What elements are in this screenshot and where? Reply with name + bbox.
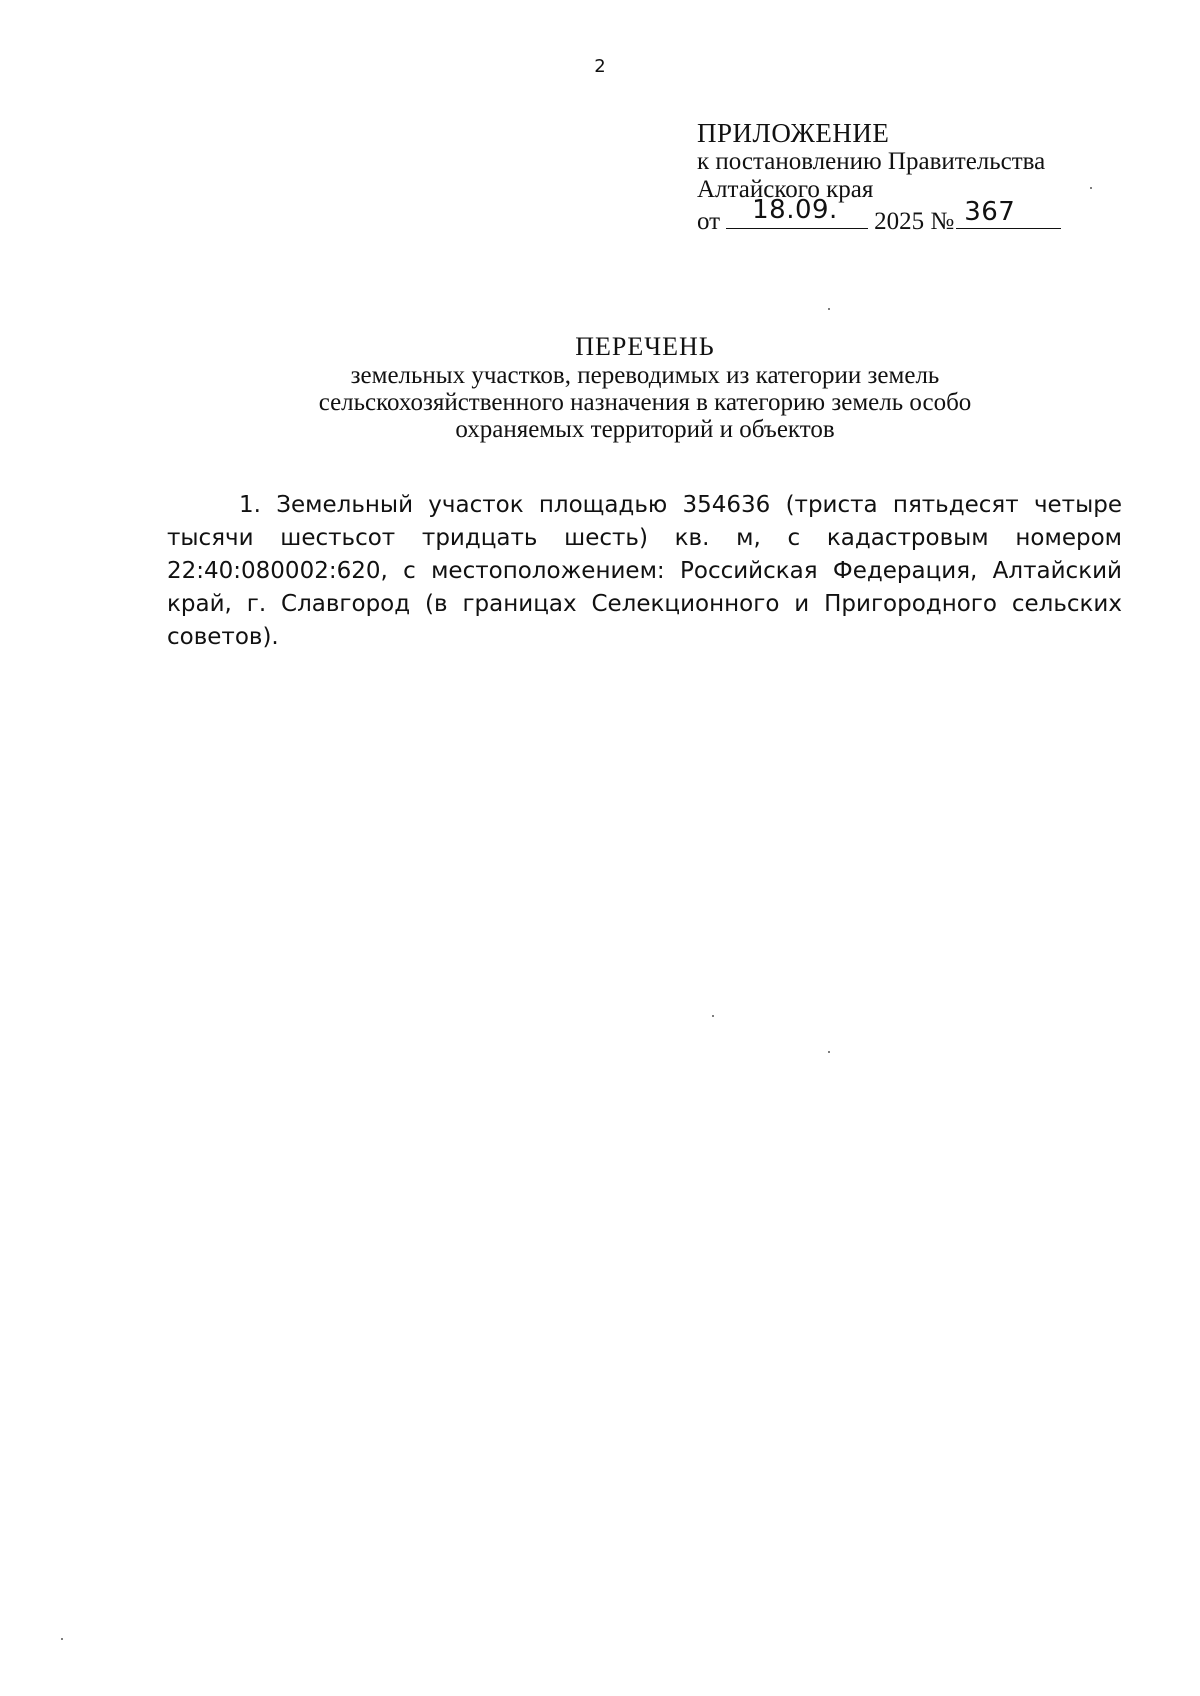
document-subtitle: земельных участков, переводимых из категории земель сельскохозяйственного назначения в категорию земель особо охраняемых территорий и объектов bbox=[318, 362, 972, 443]
appendix-heading: ПРИЛОЖЕНИЕ bbox=[697, 118, 890, 148]
document-body bbox=[167, 489, 1122, 654]
appendix-date-line bbox=[697, 195, 1117, 236]
number-blank bbox=[956, 197, 1061, 229]
handwritten-date: 18.09. bbox=[752, 195, 838, 225]
page-number: 2 bbox=[594, 56, 606, 77]
appendix-header bbox=[697, 118, 1117, 236]
scan-speck bbox=[712, 1015, 714, 1017]
scan-speck bbox=[61, 1638, 63, 1640]
document-title-block bbox=[0, 333, 1200, 443]
scan-speck bbox=[828, 308, 830, 310]
year-label: 2025 bbox=[874, 208, 925, 235]
scan-speck bbox=[828, 1051, 830, 1053]
appendix-resolution-line: к постановлению Правительства bbox=[697, 148, 1046, 175]
date-blank bbox=[726, 195, 868, 229]
from-label: от bbox=[697, 208, 721, 235]
handwritten-number: 367 bbox=[964, 197, 1016, 227]
appendix-region-line: Алтайского края bbox=[697, 176, 874, 203]
number-label: № bbox=[930, 208, 955, 235]
scan-speck bbox=[1090, 187, 1092, 189]
document-title: ПЕРЕЧЕНЬ bbox=[575, 332, 715, 361]
list-item: 1. Земельный участок площадью 354636 (триста пятьдесят четыре тысячи шестьсот тридцать шесть) кв. м, с кадастровым номером 22:40:080002:620, с местоположением: Российская Федерация, Алтайский край, г. Славгород (в границах Селекционного и Пригородного сельских советов). bbox=[167, 492, 1122, 650]
